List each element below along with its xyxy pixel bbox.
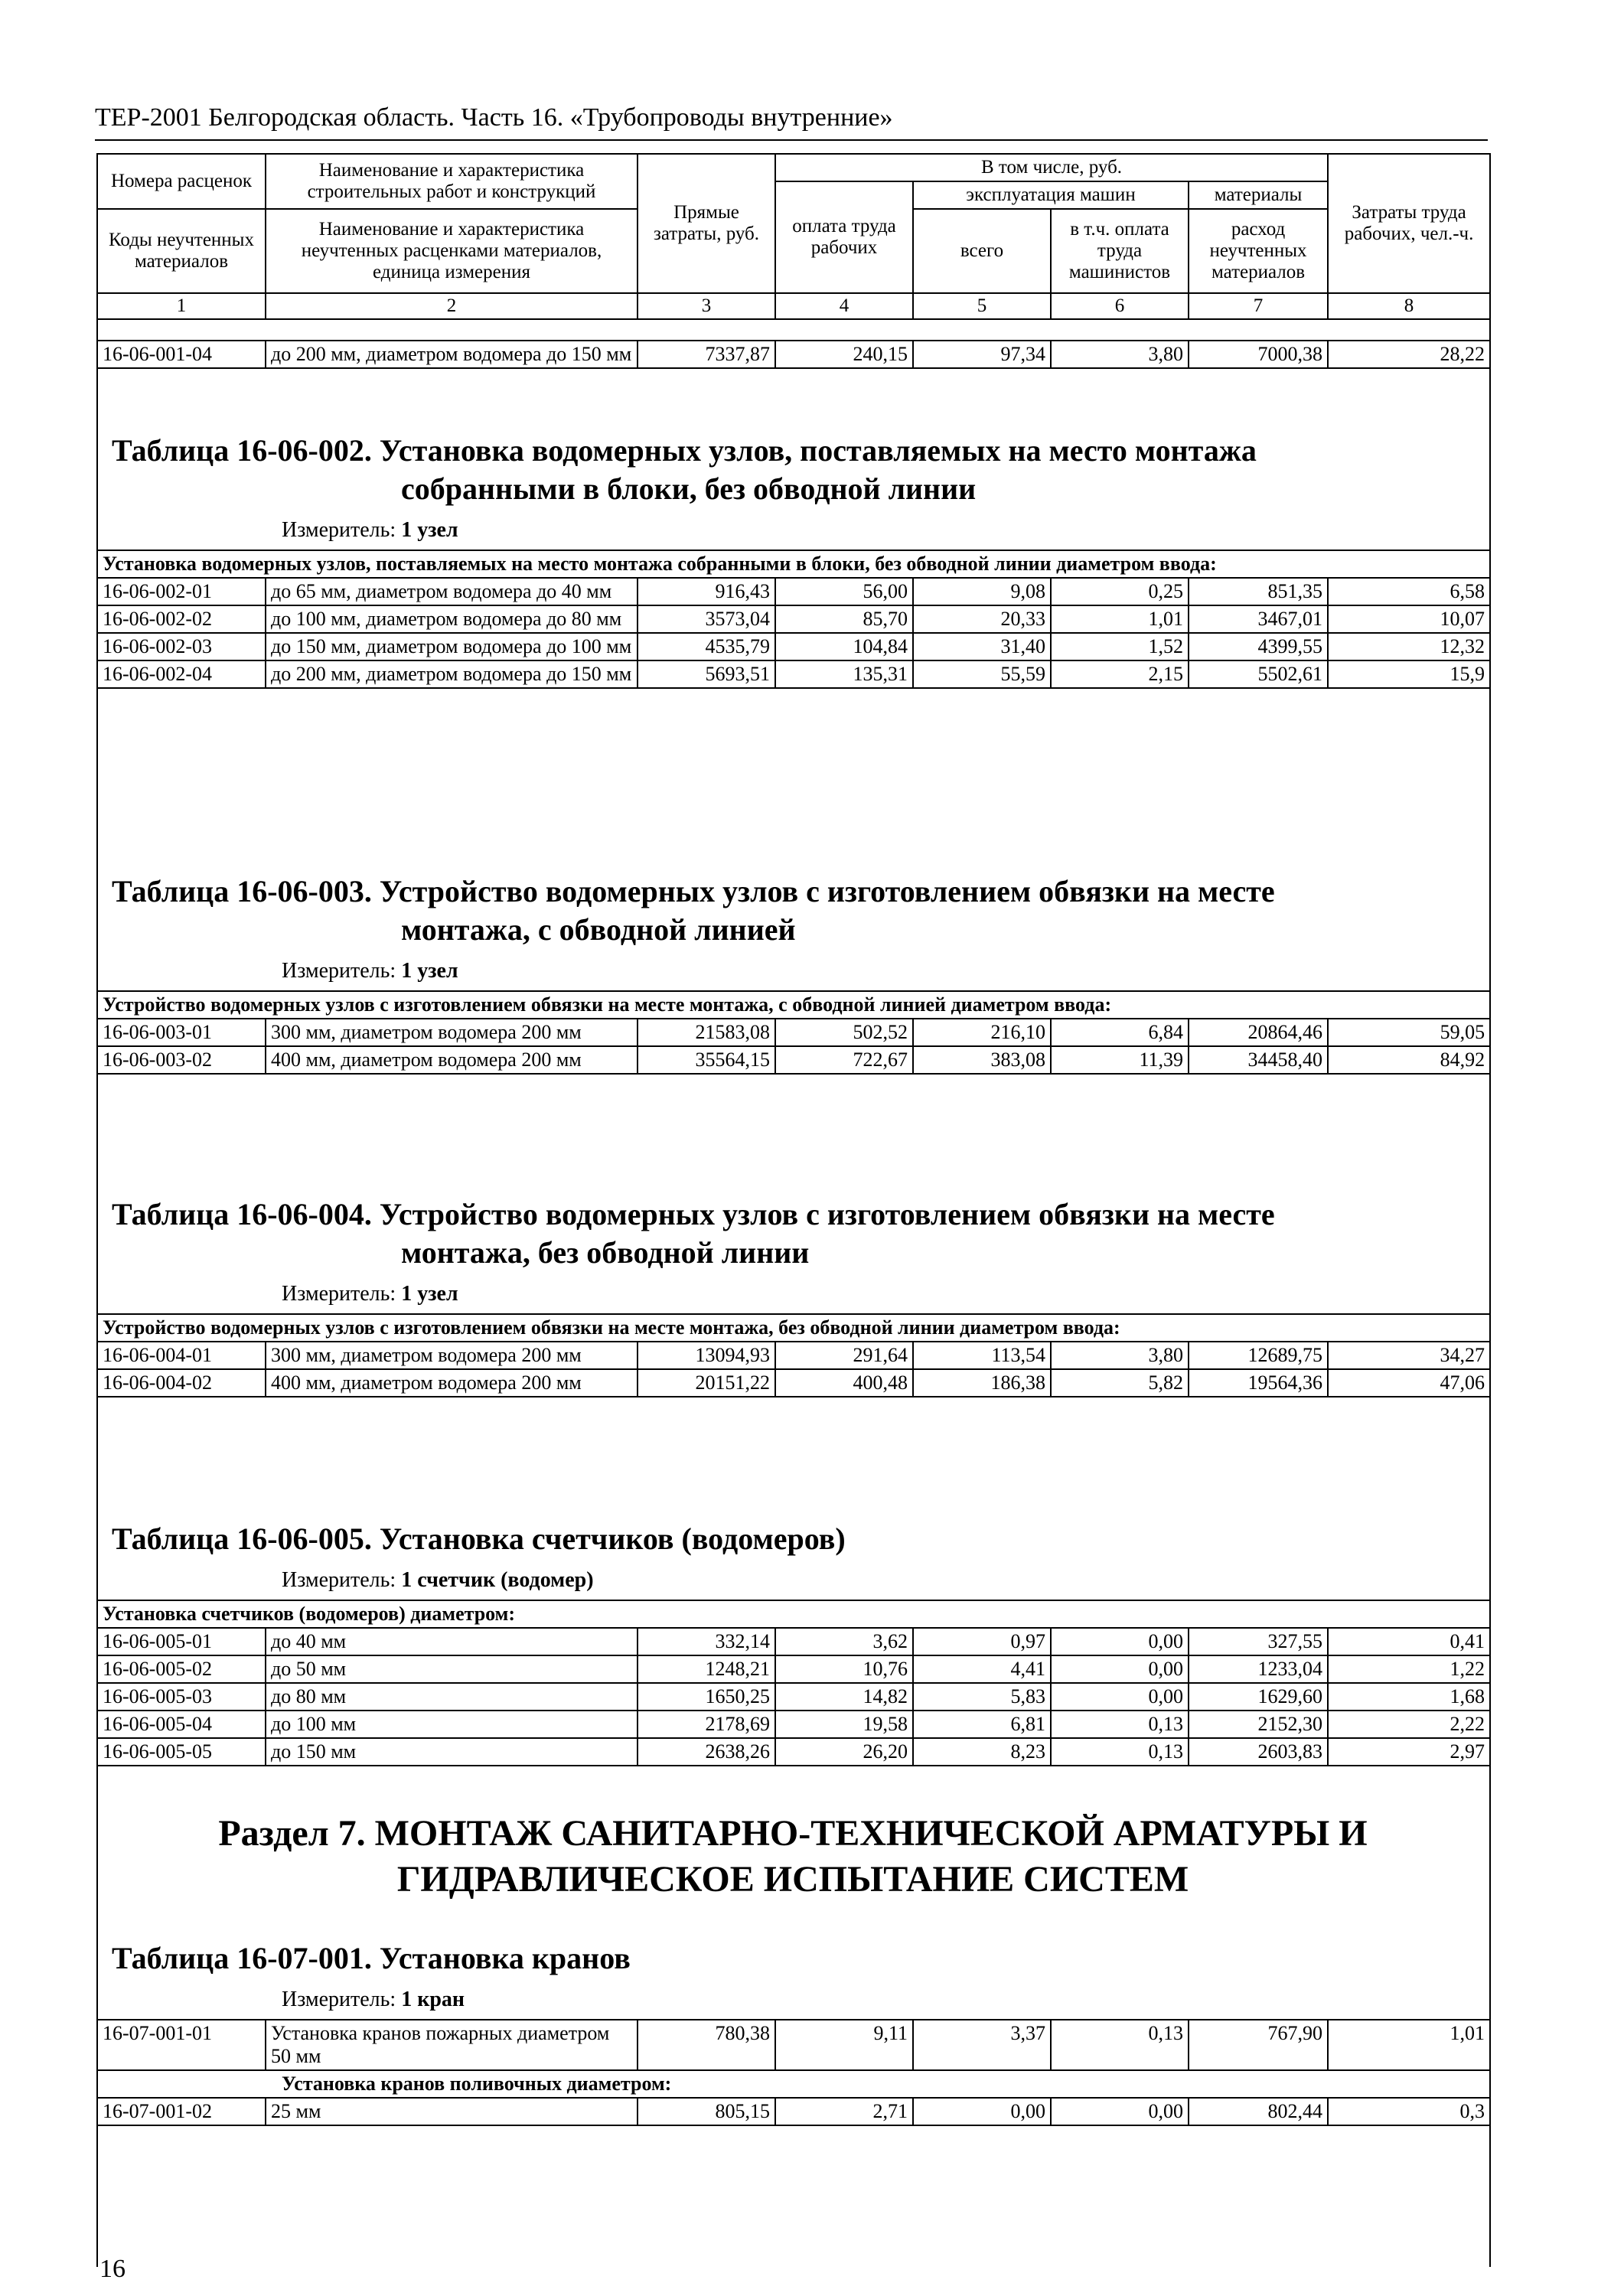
header-material-codes: Коды неучтенных материалов — [97, 209, 266, 293]
materials-cost: 4399,55 — [1189, 633, 1328, 660]
rate-name: Установка кранов пожарных диаметром 50 мм — [266, 2020, 638, 2070]
rate-name: до 100 мм, диаметром водомера до 80 мм — [266, 605, 638, 633]
rate-code: 16-06-002-03 — [97, 633, 266, 660]
machinists-pay: 0,00 — [1051, 1655, 1189, 1683]
labor-hours: 28,22 — [1328, 341, 1490, 368]
worker-pay: 2,71 — [775, 2098, 913, 2125]
table-title-line1: Таблица 16-06-003. Устройство водомерных узлов с изготовлением обвязки на месте — [112, 874, 1275, 908]
header-work-name: Наименование и характеристика строительных работ и конструкций — [266, 154, 638, 209]
machinists-pay: 1,01 — [1051, 605, 1189, 633]
worker-pay: 9,11 — [775, 2020, 913, 2070]
machinists-pay: 6,84 — [1051, 1019, 1189, 1046]
rate-code: 16-06-003-01 — [97, 1019, 266, 1046]
worker-pay: 56,00 — [775, 578, 913, 605]
rate-code: 16-06-002-04 — [97, 660, 266, 688]
rate-code: 16-06-004-02 — [97, 1369, 266, 1397]
worker-pay: 240,15 — [775, 341, 913, 368]
col-number: 5 — [913, 293, 1051, 319]
worker-pay: 19,58 — [775, 1711, 913, 1738]
machines-total: 6,81 — [913, 1711, 1051, 1738]
table-title-line1: Таблица 16-06-005. Установка счетчиков (водомеров) — [112, 1521, 846, 1556]
machinists-pay: 5,82 — [1051, 1369, 1189, 1397]
table-title-line1: Таблица 16-07-001. Установка кранов — [112, 1941, 631, 1975]
meter-line — [282, 1987, 465, 2013]
labor-hours: 12,32 — [1328, 633, 1490, 660]
worker-pay: 10,76 — [775, 1655, 913, 1683]
rate-code: 16-06-005-01 — [97, 1628, 266, 1655]
materials-cost: 2603,83 — [1189, 1738, 1328, 1766]
table-row — [97, 633, 1490, 660]
labor-hours: 34,27 — [1328, 1342, 1490, 1369]
table-16-06-005 — [96, 1600, 1491, 1766]
materials-cost: 1233,04 — [1189, 1655, 1328, 1683]
rate-name: 400 мм, диаметром водомера 200 мм — [266, 1369, 638, 1397]
table-title-line1: Таблица 16-06-004. Устройство водомерных узлов с изготовлением обвязки на месте — [112, 1197, 1275, 1231]
page-header: ТЕР-2001 Белгородская область. Часть 16. «Трубопроводы внутренние» — [95, 101, 1488, 141]
machines-total: 216,10 — [913, 1019, 1051, 1046]
labor-hours: 10,07 — [1328, 605, 1490, 633]
rate-code: 16-06-005-05 — [97, 1738, 266, 1766]
table-16-06-003 — [96, 990, 1491, 1075]
labor-hours: 6,58 — [1328, 578, 1490, 605]
table-row — [97, 1046, 1490, 1074]
labor-hours: 2,22 — [1328, 1711, 1490, 1738]
table-title — [112, 1195, 1474, 1272]
table-16-06-002 — [96, 550, 1491, 689]
direct-costs: 1650,25 — [638, 1683, 775, 1711]
table-row — [97, 1019, 1490, 1046]
labor-hours: 0,3 — [1328, 2098, 1490, 2125]
rate-name: до 200 мм, диаметром водомера до 150 мм — [266, 660, 638, 688]
direct-costs: 805,15 — [638, 2098, 775, 2125]
direct-costs: 2638,26 — [638, 1738, 775, 1766]
labor-hours: 47,06 — [1328, 1369, 1490, 1397]
labor-hours: 59,05 — [1328, 1019, 1490, 1046]
header-incl-machinist-pay: в т.ч. оплата труда машинистов — [1051, 209, 1189, 293]
table-row — [97, 1711, 1490, 1738]
machines-total: 31,40 — [913, 633, 1051, 660]
section-title-line2: ГИДРАВЛИЧЕСКОЕ ИСПЫТАНИЕ СИСТЕМ — [396, 1859, 1189, 1900]
labor-hours: 1,01 — [1328, 2020, 1490, 2070]
rate-code: 16-07-001-02 — [97, 2098, 266, 2125]
rate-name: 300 мм, диаметром водомера 200 мм — [266, 1019, 638, 1046]
machines-total: 113,54 — [913, 1342, 1051, 1369]
header-including: В том числе, руб. — [775, 154, 1328, 181]
materials-cost: 5502,61 — [1189, 660, 1328, 688]
machines-total: 8,23 — [913, 1738, 1051, 1766]
labor-hours: 0,41 — [1328, 1628, 1490, 1655]
materials-cost: 7000,38 — [1189, 341, 1328, 368]
table-row — [97, 1342, 1490, 1369]
page-number: 16 — [99, 2255, 126, 2283]
table-row — [97, 1369, 1490, 1397]
materials-cost: 19564,36 — [1189, 1369, 1328, 1397]
meter-value: 1 счетчик (водомер) — [401, 1568, 594, 1592]
rate-code: 16-06-002-02 — [97, 605, 266, 633]
table-row — [97, 605, 1490, 633]
machines-total: 4,41 — [913, 1655, 1051, 1683]
materials-cost: 20864,46 — [1189, 1019, 1328, 1046]
rate-name: до 200 мм, диаметром водомера до 150 мм — [266, 341, 638, 368]
meter-value: 1 кран — [401, 1988, 465, 2011]
machines-total: 55,59 — [913, 660, 1051, 688]
table-title — [112, 432, 1474, 508]
materials-cost: 802,44 — [1189, 2098, 1328, 2125]
rate-code: 16-06-001-04 — [97, 341, 266, 368]
meter-line — [282, 517, 458, 543]
meter-label: Измеритель: — [282, 1568, 396, 1592]
direct-costs: 7337,87 — [638, 341, 775, 368]
direct-costs: 780,38 — [638, 2020, 775, 2070]
meter-label: Измеритель: — [282, 1988, 396, 2011]
labor-hours: 1,22 — [1328, 1655, 1490, 1683]
col-number: 2 — [266, 293, 638, 319]
table-row — [97, 1738, 1490, 1766]
direct-costs: 13094,93 — [638, 1342, 775, 1369]
header-materials: материалы — [1189, 181, 1328, 209]
col-number: 1 — [97, 293, 266, 319]
machinists-pay: 0,13 — [1051, 2020, 1189, 2070]
table-title-line1: Таблица 16-06-002. Установка водомерных узлов, поставляемых на место монтажа — [112, 433, 1257, 468]
rate-code: 16-06-004-01 — [97, 1342, 266, 1369]
col-number: 6 — [1051, 293, 1189, 319]
direct-costs: 4535,79 — [638, 633, 775, 660]
rate-name: 400 мм, диаметром водомера 200 мм — [266, 1046, 638, 1074]
group-heading: Устройство водомерных узлов с изготовлением обвязки на месте монтажа, без обводной линии диаметром ввода: — [97, 1314, 1490, 1342]
machinists-pay: 0,00 — [1051, 1683, 1189, 1711]
header-unaccounted-materials: расход неучтенных материалов — [1189, 209, 1328, 293]
meter-line — [282, 1281, 458, 1307]
worker-pay: 400,48 — [775, 1369, 913, 1397]
labor-hours: 1,68 — [1328, 1683, 1490, 1711]
worker-pay: 3,62 — [775, 1628, 913, 1655]
worker-pay: 722,67 — [775, 1046, 913, 1074]
meter-value: 1 узел — [401, 959, 458, 983]
col-number: 3 — [638, 293, 775, 319]
machinists-pay: 3,80 — [1051, 1342, 1189, 1369]
direct-costs: 5693,51 — [638, 660, 775, 688]
rate-name: до 65 мм, диаметром водомера до 40 мм — [266, 578, 638, 605]
meter-value: 1 узел — [401, 518, 458, 542]
worker-pay: 135,31 — [775, 660, 913, 688]
machinists-pay: 0,25 — [1051, 578, 1189, 605]
meter-label: Измеритель: — [282, 1282, 396, 1306]
table-row — [97, 2098, 1490, 2125]
worker-pay: 85,70 — [775, 605, 913, 633]
header-worker-pay: оплата труда рабочих — [775, 181, 913, 293]
machinists-pay: 0,13 — [1051, 1738, 1189, 1766]
direct-costs: 35564,15 — [638, 1046, 775, 1074]
table-row — [97, 1655, 1490, 1683]
direct-costs: 20151,22 — [638, 1369, 775, 1397]
header-machine-operation: эксплуатация машин — [913, 181, 1189, 209]
header-rate-number: Номера расценок — [97, 154, 266, 209]
table-row — [97, 1628, 1490, 1655]
materials-cost: 34458,40 — [1189, 1046, 1328, 1074]
materials-cost: 767,90 — [1189, 2020, 1328, 2070]
worker-pay: 291,64 — [775, 1342, 913, 1369]
direct-costs: 1248,21 — [638, 1655, 775, 1683]
labor-hours: 2,97 — [1328, 1738, 1490, 1766]
table-row — [97, 660, 1490, 688]
machinists-pay: 0,13 — [1051, 1711, 1189, 1738]
column-header-table — [96, 153, 1491, 320]
direct-costs: 332,14 — [638, 1628, 775, 1655]
rate-name: до 150 мм, диаметром водомера до 100 мм — [266, 633, 638, 660]
section-title-line1: Раздел 7. МОНТАЖ САНИТАРНО-ТЕХНИЧЕСКОЙ АРМАТУРЫ И — [218, 1813, 1368, 1854]
rate-code: 16-06-005-04 — [97, 1711, 266, 1738]
header-material-names: Наименование и характеристика неучтенных расценками материалов, единица измерения — [266, 209, 638, 293]
meter-label: Измеритель: — [282, 959, 396, 983]
header-labor: Затраты труда рабочих, чел.-ч. — [1328, 154, 1490, 293]
rate-name: до 150 мм — [266, 1738, 638, 1766]
rate-name: до 100 мм — [266, 1711, 638, 1738]
machinists-pay: 0,00 — [1051, 2098, 1189, 2125]
materials-cost: 2152,30 — [1189, 1711, 1328, 1738]
machines-total: 9,08 — [913, 578, 1051, 605]
machines-total: 186,38 — [913, 1369, 1051, 1397]
worker-pay: 104,84 — [775, 633, 913, 660]
meter-line — [282, 1567, 594, 1593]
rate-code: 16-06-002-01 — [97, 578, 266, 605]
group-heading: Устройство водомерных узлов с изготовлением обвязки на месте монтажа, с обводной линией диаметром ввода: — [97, 991, 1490, 1019]
table-row — [97, 1683, 1490, 1711]
machines-total: 383,08 — [913, 1046, 1051, 1074]
table-title — [112, 872, 1474, 949]
materials-cost: 851,35 — [1189, 578, 1328, 605]
materials-cost: 327,55 — [1189, 1628, 1328, 1655]
table-title-line2: собранными в блоки, без обводной линии — [401, 471, 977, 506]
worker-pay: 502,52 — [775, 1019, 913, 1046]
col-number: 7 — [1189, 293, 1328, 319]
machines-total: 0,97 — [913, 1628, 1051, 1655]
meter-label: Измеритель: — [282, 518, 396, 542]
machines-total: 20,33 — [913, 605, 1051, 633]
table-title-line2: монтажа, с обводной линией — [401, 912, 796, 947]
group-heading: Установка счетчиков (водомеров) диаметром: — [97, 1600, 1490, 1628]
col-number: 4 — [775, 293, 913, 319]
machinists-pay: 1,52 — [1051, 633, 1189, 660]
table-16-06-001-tail — [96, 340, 1491, 369]
worker-pay: 14,82 — [775, 1683, 913, 1711]
materials-cost: 3467,01 — [1189, 605, 1328, 633]
direct-costs: 3573,04 — [638, 605, 775, 633]
rate-code: 16-06-005-02 — [97, 1655, 266, 1683]
machinists-pay: 0,00 — [1051, 1628, 1189, 1655]
machines-total: 0,00 — [913, 2098, 1051, 2125]
table-row — [97, 578, 1490, 605]
rate-code: 16-06-003-02 — [97, 1046, 266, 1074]
header-total: всего — [913, 209, 1051, 293]
meter-value: 1 узел — [401, 1282, 458, 1306]
rate-code: 16-07-001-01 — [97, 2020, 266, 2070]
machinists-pay: 3,80 — [1051, 341, 1189, 368]
labor-hours: 15,9 — [1328, 660, 1490, 688]
header-direct-costs: Прямые затраты, руб. — [638, 154, 775, 293]
direct-costs: 916,43 — [638, 578, 775, 605]
machines-total: 3,37 — [913, 2020, 1051, 2070]
rate-name: 300 мм, диаметром водомера 200 мм — [266, 1342, 638, 1369]
rate-name: 25 мм — [266, 2098, 638, 2125]
direct-costs: 2178,69 — [638, 1711, 775, 1738]
rate-name: до 80 мм — [266, 1683, 638, 1711]
meter-line — [282, 958, 458, 984]
machinists-pay: 2,15 — [1051, 660, 1189, 688]
section-title — [96, 1811, 1489, 1903]
rate-name: до 50 мм — [266, 1655, 638, 1683]
machinists-pay: 11,39 — [1051, 1046, 1189, 1074]
labor-hours: 84,92 — [1328, 1046, 1490, 1074]
worker-pay: 26,20 — [775, 1738, 913, 1766]
table-title — [112, 1939, 1474, 1978]
machines-total: 97,34 — [913, 341, 1051, 368]
table-title — [112, 1520, 1474, 1558]
rate-name: до 40 мм — [266, 1628, 638, 1655]
table-16-07-001 — [96, 2019, 1491, 2126]
materials-cost: 1629,60 — [1189, 1683, 1328, 1711]
machines-total: 5,83 — [913, 1683, 1051, 1711]
table-16-06-004 — [96, 1313, 1491, 1397]
table-row — [97, 2020, 1490, 2070]
rate-code: 16-06-005-03 — [97, 1683, 266, 1711]
group-heading: Установка водомерных узлов, поставляемых на место монтажа собранными в блоки, без обводной линии диаметром ввода: — [97, 550, 1490, 578]
materials-cost: 12689,75 — [1189, 1342, 1328, 1369]
table-title-line2: монтажа, без обводной линии — [401, 1235, 810, 1270]
group-heading: Установка кранов поливочных диаметром: — [97, 2070, 1490, 2098]
table-row — [97, 341, 1490, 368]
col-number: 8 — [1328, 293, 1490, 319]
direct-costs: 21583,08 — [638, 1019, 775, 1046]
